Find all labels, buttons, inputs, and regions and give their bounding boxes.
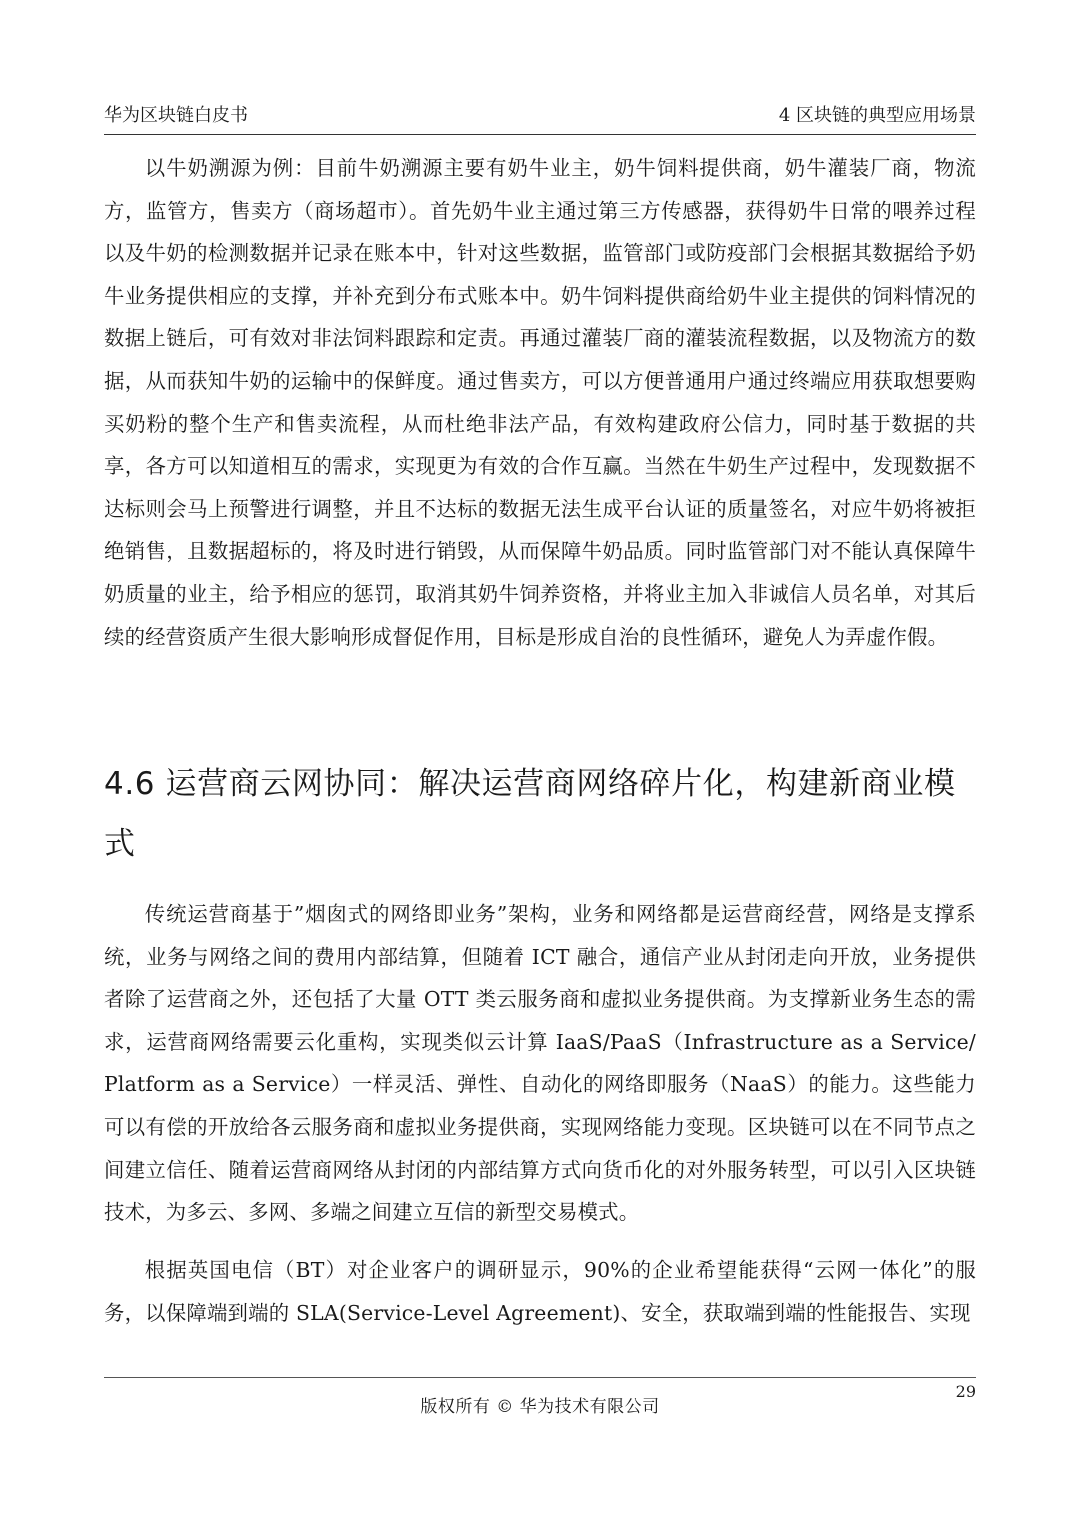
section-heading: 4.6 运营商云网协同：解决运营商网络碎片化，构建新商业模式 (104, 766, 956, 862)
document-title: 华为区块链白皮书 (104, 105, 248, 126)
body-paragraph-milk-traceability: 以牛奶溯源为例：目前牛奶溯源主要有奶牛业主，奶牛饲料提供商，奶牛灌装厂商，物流方，监管方，售卖方（商场超市）。首先奶牛业主通过第三方传感器，获得奶牛日常的喂养过程以及牛奶的检测数据并记录在账本中，针对这些数据，监管部门或防疫部门会根据其数据给予奶牛业务提供相应的支撑，并补充到分布式账本中。奶牛饲料提供商给奶牛业主提供的饲料情况的数据上链后，可有效对非法饲料跟踪和定责。再通过灌装厂商的灌装流程数据，以及物流方的数据，从而获知牛奶的运输中的保鲜度。通过售卖方，可以方便普通用户通过终端应用获取想要购买奶粉的整个生产和售卖流程，从而杜绝非法产品，有效构建政府公信力，同时基于数据的共享，各方可以知道相互的需求，实现更为有效的合作互赢。当然在牛奶生产过程中，发现数据不达标则会马上预警进行调整，并且不达标的数据无法生成平台认证的质量签名，对应牛奶将被拒绝销售，且数据超标的，将及时进行销毁，从而保障牛奶品质。同时监管部门对不能认真保障牛奶质量的业主，给予相应的惩罚，取消其奶牛饲养资格，并将业主加入非诚信人员名单，对其后续的经营资质产生很大影响形成督促作用，目标是形成自治的良性循环，避免人为弄虚作假。 (104, 156, 976, 649)
body-paragraph-operator-cloud: 传统运营商基于”烟囱式的网络即业务”架构，业务和网络都是运营商经营，网络是支撑系统，业务与网络之间的费用内部结算，但随着 ICT 融合，通信产业从封闭走向开放，业务提供者除了运营商之外，还包括了大量 OTT 类云服务商和虚拟业务提供商。为支撑新业务生态的需求，运营商网络需要云化重构，实现类似云计算 IaaS/PaaS（Infrastructure as a Service/ Platform as a Service）一样灵活、弹性、自动化的网络即服务（NaaS）的能力。这些能力可以有偿的开放给各云服务商和虚拟业务提供商，实现网络能力变现。区块链可以在不同节点之间建立信任、随着运营商网络从封闭的内部结算方式向货币化的对外服务转型，可以引入区块链技术，为多云、多网、多端之间建立互信的新型交易模式。 (104, 902, 976, 1225)
chapter-title: 4 区块链的典型应用场景 (778, 105, 976, 126)
page-number: 29 (955, 1382, 976, 1401)
header-divider (104, 134, 976, 135)
footer-divider (104, 1377, 976, 1378)
body-paragraph-bt-survey: 根据英国电信（BT）对企业客户的调研显示，90%的企业希望能获得“云网一体化”的服务，以保障端到端的 SLA(Service-Level Agreement)、安全，获取端到端的性能报告、实现 (104, 1258, 976, 1325)
copyright-notice: 版权所有 © 华为技术有限公司 (420, 1397, 660, 1417)
page-header (104, 100, 976, 134)
